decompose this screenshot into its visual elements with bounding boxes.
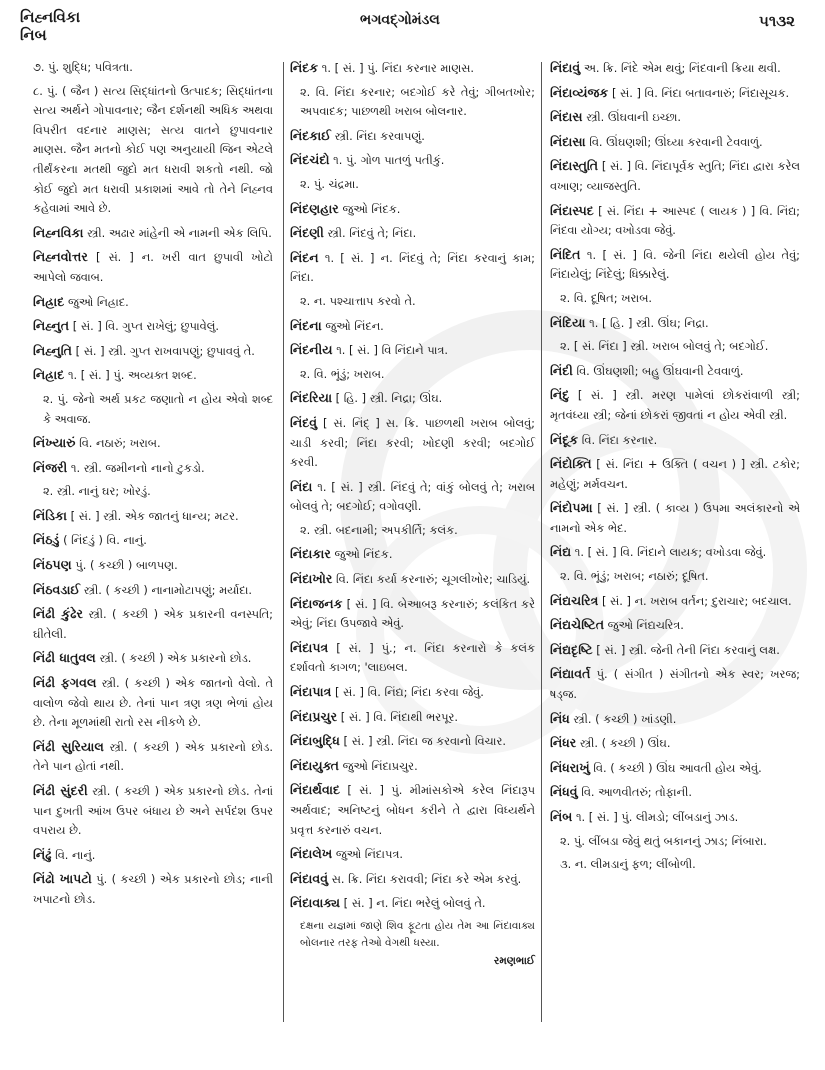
headword: નિંદક [290, 60, 319, 75]
sub-definition: ૨. પું. લીંબડા જેવું થતું બકાનનું ઝાડ; નિંબારા. [560, 833, 767, 848]
definition: [ સં. ] ન. નિંદા ભરેલું બોલવું તે. [343, 896, 486, 911]
page-number: ૫૧૩૨ [758, 12, 795, 30]
dictionary-entry [550, 361, 800, 382]
headword: નિંધર [550, 735, 577, 751]
dictionary-entry [290, 544, 535, 565]
definition: [ સં. ] ન. ખરાબ વર્તન; દુરાચાર; બદચાલ. [601, 593, 792, 608]
definition: જુઓ નિંદક. [342, 201, 401, 216]
headword: નિંઢું [33, 846, 52, 862]
headword: નિંદૂક [550, 431, 579, 447]
headword: નિંદાવ્યંજક [550, 84, 609, 100]
headword: નિંદાકાર [290, 546, 331, 562]
column-divider [283, 62, 284, 1022]
headword: નિંઠવડાઈ [33, 581, 81, 597]
headword: નિંદરિયા [290, 390, 333, 406]
headword: નિહ્નુતિ [33, 342, 73, 358]
dictionary-entry [550, 83, 800, 104]
definition: [ સં. ] વિ. નિંદા બતાવનારું; નિંદાસૂચક. [611, 85, 790, 100]
definition: સ્ત્રી. ( કચ્છી ) એક પ્રકારની વનસ્પતિ; ઘીતેલી. [33, 607, 274, 641]
headword: નિંદિયા [550, 314, 586, 330]
dictionary-entry [550, 733, 800, 754]
definition: સ્ત્રી. નિંદા કરવાપણું. [334, 128, 425, 143]
headword: નિહ્રાદ [33, 367, 65, 383]
dictionary-entry [33, 781, 273, 841]
definition: જુઓ નિંદ્યચરિત્ર. [607, 618, 684, 633]
definition: વિ. ઊંઘણશી; બહુ ઊંઘવાની ટેવવાળું. [576, 363, 744, 378]
headword: નિહ્નવિકા [33, 224, 84, 240]
definition: ૧. [ સં. ] ન. નિંદવું તે; નિંદા કરવાનું કામ; નિંદા. [290, 250, 535, 285]
headword: નિંજરી [33, 459, 68, 475]
definition: ૧. [ સં. ] વિ નિંદાને પાત્ર. [336, 343, 449, 358]
dictionary-entry [290, 682, 535, 703]
sub-definition: ૨. વિ. ભૂંડું; ખરાબ; નઠારું; દૂષિત. [560, 569, 709, 584]
definition: ૧. [ સં. ] પું. લીમડો; લીંબડાનું ઝાડ. [575, 810, 739, 824]
sub-definition: ૨. પું. ચંદ્રમા. [300, 176, 359, 191]
definition: પું. ( સંગીત ) સંગીતનો એક સ્વર; ખરજ; ષડ્જ. [550, 667, 800, 702]
definition: ૧. [ હિ. ] સ્ત્રી. ઊંઘ; નિદ્રા. [589, 315, 709, 330]
column-divider [541, 62, 542, 1022]
definition: સ્ત્રી. ( કચ્છી ) એક પ્રકારનો છોડ. [99, 651, 252, 666]
dictionary-entry [550, 709, 800, 730]
dictionary-entry [33, 223, 273, 244]
sub-definition: ૩. ન. લીમડાનું ફળ; લીંબોળી. [560, 857, 696, 872]
dictionary-entry [550, 807, 800, 828]
definition: વિ. નઠારું; ખરાબ. [79, 436, 161, 451]
definition: સ્ત્રી. અઢાર માંહેની એ નામની એક લિપિ. [87, 225, 272, 240]
headword: નિંદિત [550, 246, 581, 262]
dictionary-entry [33, 247, 273, 287]
definition: સ્ત્રી. ( કચ્છી ) ખાંડણી. [573, 711, 677, 726]
definition: જુઓ નિંદન. [325, 318, 384, 333]
dictionary-entry [550, 430, 800, 451]
definition: જુઓ નિંદાપ્રચુર. [342, 758, 418, 773]
headword: નિંદોક્તિ [550, 456, 592, 472]
definition: જુઓ નિંદક. [334, 547, 393, 562]
dictionary-entry [290, 126, 535, 147]
guide-word-last: નિબ [20, 26, 47, 44]
sub-definition: ૨. [ સં. નિંદા ] સ્ત્રી. ખરાબ બોલવું તે; બદગોઈ. [560, 339, 769, 354]
definition: સ્ત્રી. ( કચ્છી ) એક જાતનો વેલો. તે વાલોળ જેવો થાય છે. તેનાં પાન ત્રણ ત્રણ ભેળાં હોય છે. તેના મૂળમાંથી રાતો રસ નીકળે છે. [33, 676, 274, 730]
definition: ૭. પું. શુદ્ધિ; પવિત્રતા. [33, 60, 133, 74]
definition: સ્ત્રી. ( કચ્છી ) એક પ્રકારનો છોડ. તેનાં પાન દુખતી આંખ ઉપર બંધાય છે અને સર્પદંશ ઉપર વપરાય છે. [33, 784, 274, 838]
sub-definition: ૨. વિ. દૂષિત; ખરાબ. [560, 290, 652, 305]
headword: નિંદાસ [550, 109, 583, 125]
headword: નિંદાસ્પદ [550, 202, 594, 218]
dictionary-entry [550, 758, 800, 779]
headword: નિંદ્ય [550, 544, 572, 560]
sub-definition: ૨. વિ. નિંદા કરનાર; બદગોઈ કરે તેવું; ગીબતખોર; અપવાદક; પાછળથી ખરાબ બોલનાર. [300, 84, 535, 119]
dictionary-entry [290, 893, 535, 914]
column-3 [550, 58, 800, 879]
dictionary-entry [550, 640, 800, 661]
headword: નિહ્રાદ [33, 293, 65, 309]
definition: સ્ત્રી. નિંદવું તે; નિંદા. [327, 226, 417, 241]
dictionary-entry [290, 150, 535, 171]
definition: [ સં. ] સ્ત્રી. ગુપ્ત રાખવાપણું; છુપાવવું તે. [75, 343, 255, 358]
headword: નિંદાસ્તુતિ [550, 158, 599, 174]
headword: નિંદા [290, 478, 313, 494]
definition: [ સં. ] સ્ત્રી. નિંદા જ કરવાનો વિચાર. [343, 734, 506, 749]
headword: નિંદકાઈ [290, 127, 331, 143]
book-title: ભગવદ્ગોમંડલ [360, 12, 440, 28]
definition: પું. ( કચ્છી ) બાળપણ. [75, 558, 178, 573]
dictionary-entry [33, 648, 273, 669]
dictionary-entry [290, 707, 535, 728]
definition: સ્ત્રી. ( કચ્છી ) નાનામોટાપણું; મર્યાદા. [83, 582, 253, 597]
definition: [ હિ. ] સ્ત્રી. નિદ્રા; ઊંઘ. [335, 391, 443, 406]
dictionary-entry [290, 569, 535, 590]
definition: જુઓ નિંદાપત્ર. [335, 847, 403, 862]
headword: નિંદન [290, 249, 319, 265]
definition: ૧. સ્ત્રી. જમીનનો નાનો ટુકડો. [70, 460, 205, 475]
dictionary-entry [290, 248, 535, 288]
definition: અ. ક્રિ. નિંદે એમ થવું; નિંદવાની ક્રિયા થવી. [583, 61, 781, 75]
definition: [ સં. ] વિ. નિંદ્ય; નિંદા કરવા જેવું. [334, 685, 484, 700]
dictionary-entry [290, 844, 535, 865]
headword: નિહ્નુત [33, 318, 70, 334]
headword: નિંઢી ફગવલ [33, 675, 97, 691]
headword: નિંઠડું [33, 532, 60, 548]
headword: નિંદણહાર [290, 200, 339, 216]
dictionary-entry [33, 58, 273, 78]
definition: વિ. નાનું. [55, 847, 96, 862]
dictionary-entry [33, 365, 273, 386]
dictionary-entry [550, 385, 800, 425]
headword: નિંદુ [550, 387, 570, 403]
headword: નિંદાજનક [290, 595, 343, 611]
definition: સ્ત્રી. ( કચ્છી ) ઊંઘ. [579, 736, 671, 751]
dictionary-entry [550, 782, 800, 803]
definition: [ સં. ] વિ. નિંદાથી ભરપૂર. [340, 709, 458, 724]
dictionary-entry [550, 201, 800, 241]
headword: નિંઢી સુરિયાલ [33, 738, 104, 754]
dictionary-entry [550, 664, 800, 704]
headword: નિંદાખોર [290, 571, 333, 587]
headword: નિંધ [550, 710, 570, 726]
sub-definition: ૨. પું. જેનો અર્થ પ્રકટ જણાતો ન હોય એવો શબ્દ કે અવાજ. [43, 391, 273, 426]
dictionary-entry [33, 341, 273, 362]
dictionary-entry [550, 245, 800, 285]
definition: ૮. પું. ( જૈન ) સત્ય સિદ્ધાંતનો ઉત્પાદક; સિદ્ધાંતના સત્ય અર્થને ગોપાવનાર; જૈન દર્શનથી અધિક અથવા વિપરીત વદનાર માણસ; સત્ય વાતને છુપાવનાર માણસ. જૈન મતનો કોઈ પણ અનુયાયી જિન એટલે તીર્થંકરના મતથી જુદો મત ધરાવી શકતો નથી. જો કોઈ જુદો મત ધરાવી પ્રકાશમાં આવે તો તેને નિહ્નવ કહેવામાં આવે છે. [33, 83, 273, 216]
headword: નિંઢી સુંદરી [33, 783, 88, 798]
guide-word-first: નિહ્નવિકા [20, 8, 81, 26]
dictionary-entry [33, 580, 273, 601]
headword: નિંડિકા [33, 507, 67, 523]
definition: વિ. ઊંઘણશી; ઊંઘ્યા કરવાની ટેવવાળું. [589, 134, 763, 149]
definition: [ સં. ] વિ. ગુપ્ત રાખેલું; છુપાવેલું. [72, 319, 219, 334]
dictionary-entry [290, 223, 535, 244]
headword: નિંદી [550, 362, 573, 378]
definition: વિ. ( કચ્છી ) ઊંઘ આવતી હોય એવું. [593, 760, 762, 775]
definition: [ સં. ] ન. ખરી વાત છુપાવી ખોટો આપેલો જવાબ. [33, 250, 273, 284]
dictionary-entry [33, 458, 273, 479]
definition: [ સં. ] સ્ત્રી. જેની તેની નિંદા કરવાનું લક્ષ. [596, 642, 780, 657]
headword: નિંદણી [290, 225, 324, 241]
page-header [0, 8, 825, 48]
dictionary-entry [550, 58, 800, 79]
definition: ૧. [ સં. ] વિ. નિંદાને લાયક; વખોડવા જેવું. [574, 545, 767, 560]
headword: નિંદાવું [550, 60, 581, 75]
sub-definition: ૨. ન. પશ્ચાત્તાપ કરવો તે. [300, 293, 416, 308]
headword: નિંદોપમા [550, 500, 593, 516]
headword: નિંદ્યદૃષ્ટિ [550, 641, 593, 657]
definition: સ્ત્રી. ( કચ્છી ) એક પ્રકારનો છોડ. તેને પાન હોતાં નથી. [33, 739, 273, 774]
definition: [ સં. ] વિ. બેઆબરૂ કરનારું; કલંકિત કરે એવું; નિંદા ઉપજાવે એવું. [290, 596, 535, 631]
definition: જુઓ નિહ્રાદ. [67, 294, 129, 309]
dictionary-entry [550, 107, 800, 128]
definition: [ સં. નિંદા + ઉક્તિ ( વચન ) ] સ્ત્રી. ટકોર; મહેણું; મર્મવચન. [550, 457, 801, 491]
definition: [ સં. ] સ્ત્રી. મરણ પામેલાં છોકરાંવાળી સ્ત્રી; મૃતવંધ્યા સ્ત્રી; જેનાં છોકરાં જીવતાં ન હોય એવી સ્ત્રી. [550, 388, 801, 422]
column-1 [33, 58, 273, 914]
headword: નિંદાપત્ર [290, 639, 329, 655]
sub-definition: ૨. વિ. ભૂંડું; ખરાબ. [300, 366, 385, 381]
definition: [ સં. ] સ્ત્રી. એક જાતનું ધાન્ય; મટર. [70, 508, 239, 523]
dictionary-entry [290, 58, 535, 79]
sub-definition: ૨. સ્ત્રી. નાનું ઘર; ખોરડું. [43, 484, 151, 499]
definition: સ્ત્રી. ઊંઘવાની ઇચ્છા. [586, 110, 682, 125]
headword: નિંબ [550, 809, 573, 824]
definition: [ સં. નિંદ્ ] સ. ક્રિ. પાછળથી ખરાબ બોલવું; ચાડી કરવી; નિંદા કરવી; ખોદણી કરવી; બદગોઈ કરવી. [290, 415, 536, 470]
dictionary-entry [290, 316, 535, 337]
definition: [ સં. ] વિ. નિંદાપૂર્વક સ્તુતિ; નિંદા દ્વારા કરેલ વખાણ; વ્યાજસ્તુતિ. [550, 159, 800, 193]
dictionary-entry [33, 845, 273, 866]
definition: [ સં. ] સ્ત્રી. ( કાવ્ય ) ઉપમા અલંકારનો એ નામનો એક ભેદ. [550, 501, 800, 535]
headword: નિંદાવવું [290, 870, 329, 886]
definition: સ. ક્રિ. નિંદા કરાવવી; નિંદા કરે એમ કરવું. [331, 871, 522, 886]
headword: નિંદાયુક્ત [290, 757, 339, 773]
headword: નિંદાર્થવાદ [290, 782, 340, 798]
headword: નિંખ્યારું [33, 435, 76, 451]
definition: ૧. [ સં. ] વિ. જેની નિંદા થયેલી હોય તેવું; નિંદાયેલું; નિંદેલું; ધિક્કારેલું. [550, 247, 800, 282]
dictionary-entry [33, 292, 273, 313]
dictionary-entry [290, 413, 535, 473]
column-2 [290, 58, 535, 972]
dictionary-entry [290, 477, 535, 517]
dictionary-entry [33, 737, 273, 777]
headword: નિંદાલેખ [290, 846, 333, 862]
dictionary-entry [550, 542, 800, 563]
dictionary-entry [550, 615, 800, 636]
citation-author: રમણભાઈ [493, 954, 535, 967]
definition: [ સં. નિંદા + આસ્પદ ( લાયક ) ] વિ. નિંદ્ય; નિંદવા યોગ્ય; વખોડવા જેવું. [550, 203, 800, 238]
dictionary-entry [290, 638, 535, 678]
dictionary-entry [33, 433, 273, 454]
definition: વિ. નિંદા કરનાર. [581, 432, 658, 447]
dictionary-entry [550, 313, 800, 334]
definition: ( નિંદડું ) વિ. નાનું. [63, 533, 147, 548]
dictionary-entry [290, 340, 535, 361]
definition: [ સં. ] પું. મીમાંસકોએ કરેલ નિંદારૂપ અર્થવાદ; અનિષ્ટનું બોધન કરીને તે દ્વારા વિધ્યર્થને પ્રવૃત્ત કરનારું વચન. [290, 783, 536, 837]
definition: ૧. [ સં. ] પું. નિંદા કરનાર માણસ. [321, 61, 475, 75]
dictionary-entry [290, 199, 535, 220]
dictionary-entry [33, 555, 273, 576]
dictionary-entry [33, 506, 273, 527]
dictionary-entry [290, 756, 535, 777]
headword: નિંદવું [290, 414, 318, 430]
definition: ૧. [ સં. ] પું. અવ્યક્ત શબ્દ. [67, 368, 197, 383]
headword: નિંદનીય [290, 342, 333, 358]
dictionary-entry [33, 604, 273, 644]
dictionary-entry [550, 454, 800, 494]
definition: વિ. નિંદા કર્યા કરનારું; ચૂગલીખોર; ચાડિયું. [336, 572, 531, 587]
sub-definition: ૨. સ્ત્રી. બદનામી; અપકીર્તિ; કલંક. [300, 522, 458, 537]
definition: ૧. પું. ગોળ પાતળું પતીકું. [333, 153, 445, 168]
headword: નિંદ્યચેષ્ટિત [550, 617, 605, 633]
headword: નિંદાસા [550, 133, 586, 149]
headword: નિંદ્યાવર્ત [550, 666, 591, 682]
definition: ૧. [ સં. ] સ્ત્રી. નિંદવું તે; વાંકું બોલવું તે; ખરાબ બોલવું તે; બદગોઈ; વગોવણી. [290, 479, 536, 514]
dictionary-entry [290, 780, 535, 840]
headword: નિંદાપ્રચુર [290, 708, 338, 724]
definition: પું. ( કચ્છી ) એક પ્રકારનો છોડ; નાની ખપાટનો છોડ. [33, 872, 274, 906]
headword: નિંઢી કુંઢેર [33, 606, 83, 622]
dictionary-entry [550, 156, 800, 196]
headword: નિંદાપાત્ર [290, 684, 332, 700]
dictionary-entry [550, 132, 800, 153]
headword: નિંદના [290, 317, 322, 333]
headword: નિંદ્યચરિત્ર [550, 592, 599, 608]
headword: નિંદાવાક્ય [290, 895, 341, 911]
definition: વિ. આળવીતરું; તોફાની. [581, 785, 692, 800]
dictionary-entry [33, 673, 273, 733]
definition: [ સં. ] પું.; ન. નિંદા કરનારો કે કલંક દર્શાવતો કાગળ; 'લાઇબલ. [290, 640, 535, 675]
dictionary-entry [33, 82, 273, 219]
citation-quote: દક્ષના યજ્ઞમાં જાણે શિવ ફૂટતા હોય તેમ આ નિંદાવાક્ય બોલનાર તરફ તેઓ વેગથી ધસ્યા. [300, 919, 535, 949]
dictionary-entry [290, 869, 535, 890]
headword: નિહ્નવોત્તર [33, 249, 88, 265]
headword: નિંદચંદો [290, 152, 330, 168]
dictionary-entry [550, 591, 800, 612]
headword: નિંઢો ખાપટો [33, 871, 92, 887]
headword: નિંઠપણ [33, 557, 72, 573]
dictionary-entry [290, 731, 535, 752]
dictionary-entry [33, 316, 273, 337]
dictionary-entry [33, 530, 273, 551]
headword: નિંદાબુદ્ધિ [290, 733, 340, 749]
headword: નિંધરાખું [550, 759, 590, 775]
headword: નિંધવું [550, 784, 578, 800]
dictionary-entry [290, 594, 535, 634]
dictionary-entry [33, 869, 273, 909]
dictionary-entry [550, 498, 800, 538]
dictionary-entry [290, 388, 535, 409]
headword: નિંઢી ધાતુવલ [33, 650, 96, 666]
